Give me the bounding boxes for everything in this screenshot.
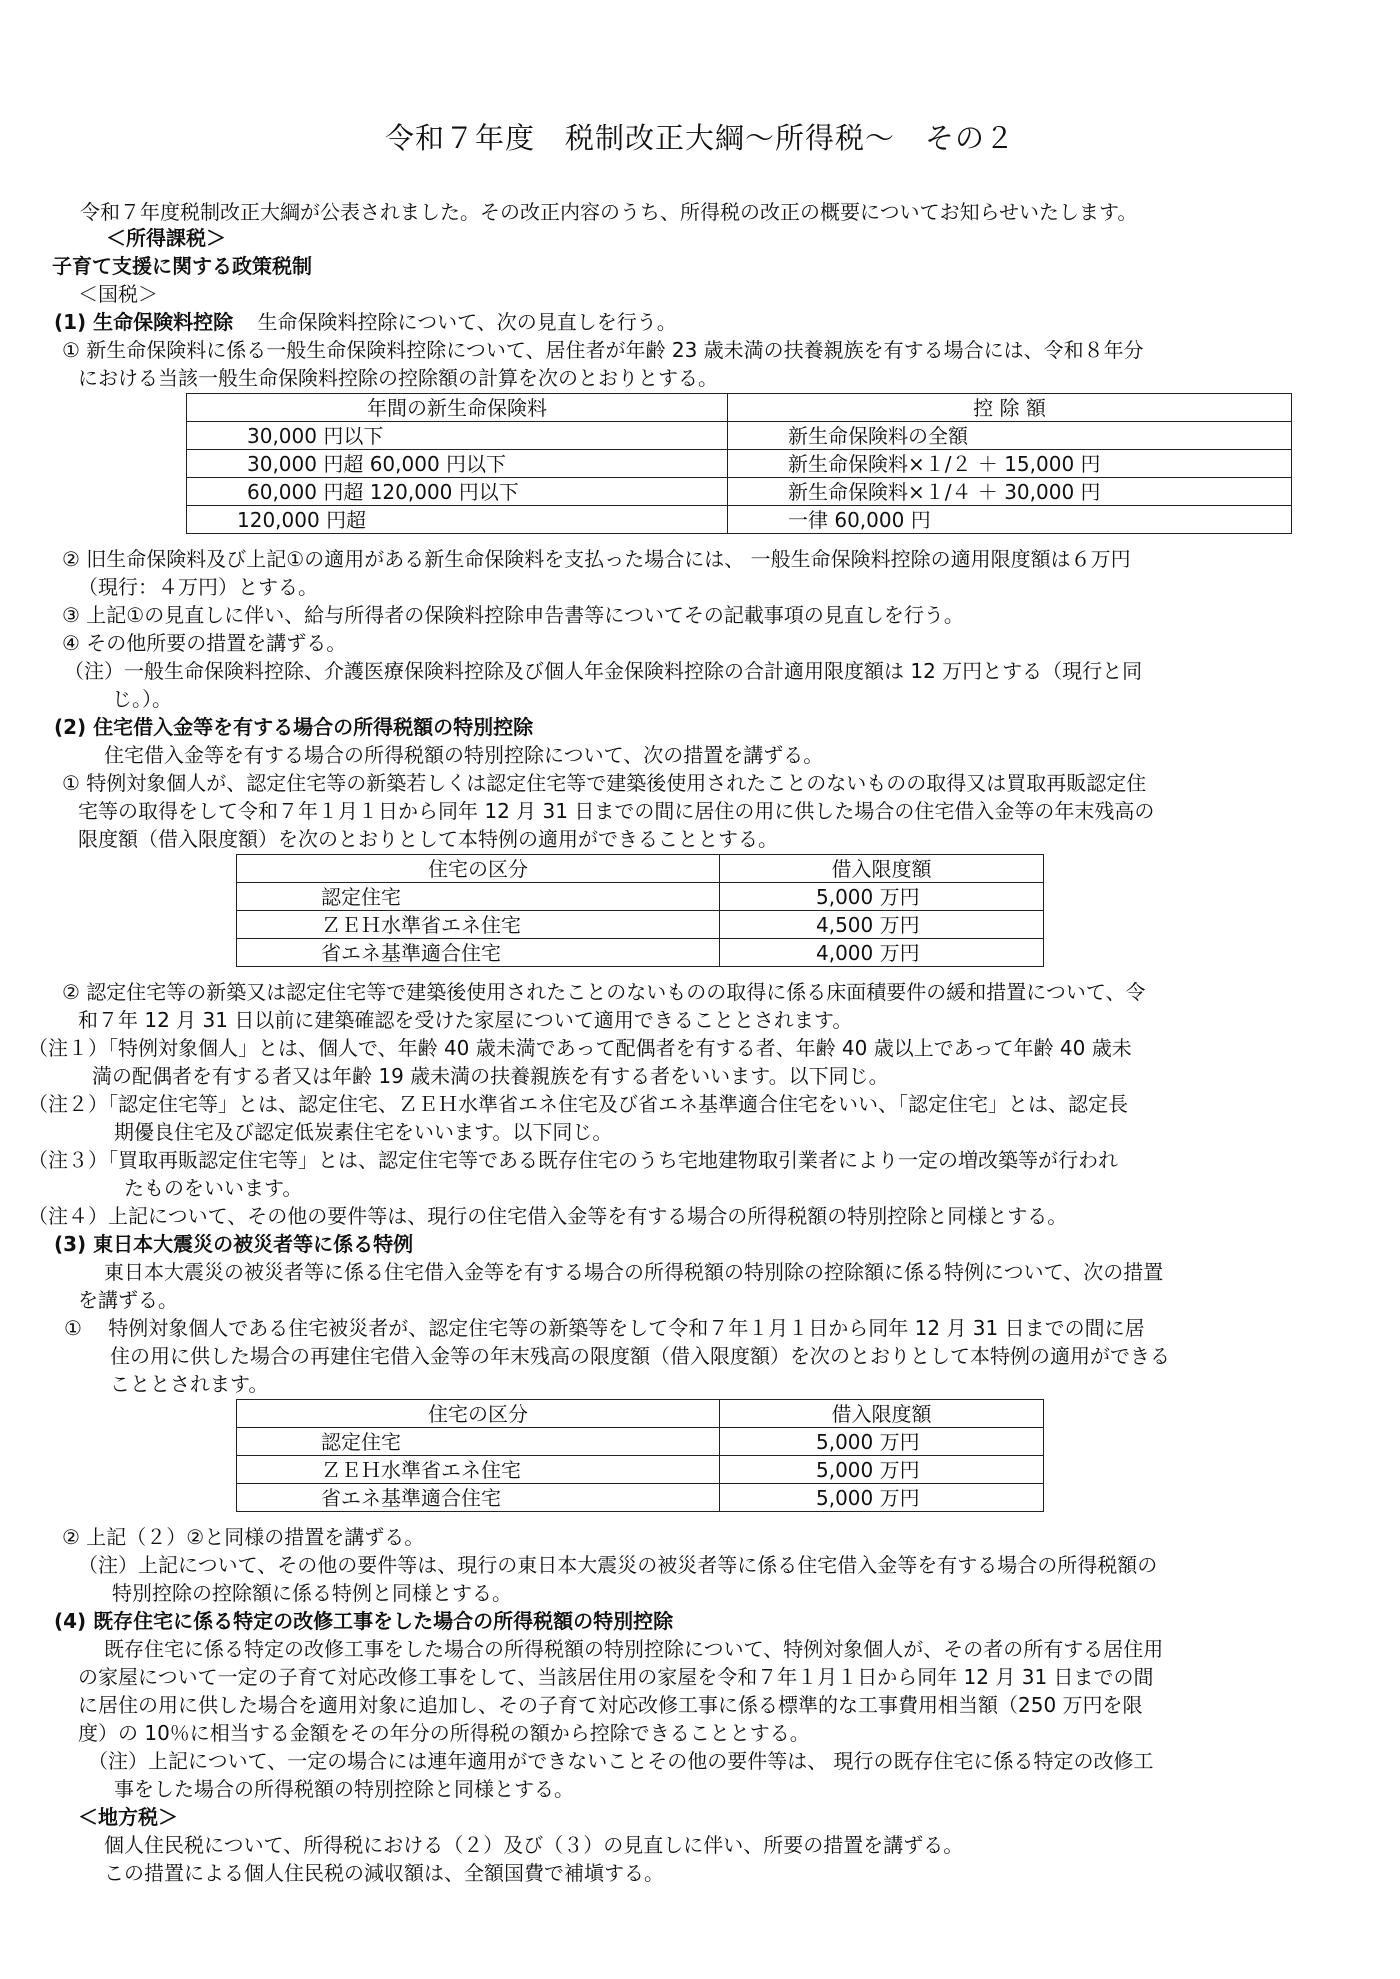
s3-note-line1: （注）上記について、その他の要件等は、現行の東日本大震災の被災者等に係る住宅借入金等を有する場合の所得税額の xyxy=(78,1553,1158,1577)
table-header-cell: 住宅の区分 xyxy=(237,1400,720,1428)
table-row xyxy=(237,883,1044,911)
table-cell: 新生命保険料の全額 xyxy=(728,422,1292,450)
s3-item2: ② 上記（２）②と同様の措置を講ずる。 xyxy=(62,1525,425,1549)
table-cell: 認定住宅 xyxy=(237,883,720,911)
table-cell: 30,000 円超 60,000 円以下 xyxy=(187,450,728,478)
s3-limit-table xyxy=(236,1399,1044,1512)
table-row xyxy=(187,506,1292,534)
s2-desc: 住宅借入金等を有する場合の所得税額の特別控除について、次の措置を講ずる。 xyxy=(104,743,824,767)
s2-item2-line2: 和７年 12 月 31 日以前に建築確認を受けた家屋について適用できることとされます。 xyxy=(78,1008,853,1032)
kosodate-heading: 子育て支援に関する政策税制 xyxy=(52,254,312,278)
s1-item2-line1: ② 旧生命保険料及び上記①の適用がある新生命保険料を支払った場合には、 一般生命保険料控除の適用限度額は６万円 xyxy=(62,547,1131,571)
table-row xyxy=(237,1484,1044,1512)
table-cell: 認定住宅 xyxy=(237,1428,720,1456)
s1-item4: ④ その他所要の措置を講ずる。 xyxy=(62,631,347,655)
table-cell: 省エネ基準適合住宅 xyxy=(237,939,720,967)
s2-heading: (2) 住宅借入金等を有する場合の所得税額の特別控除 xyxy=(54,715,534,739)
s3-heading: (3) 東日本大震災の被災者等に係る特例 xyxy=(54,1232,414,1256)
chihozei-line1: 個人住民税について、所得税における（２）及び（３）の見直しに伴い、所要の措置を講ずる。 xyxy=(104,1833,964,1857)
table-cell: 5,000 万円 xyxy=(720,1428,1044,1456)
s4-heading: (4) 既存住宅に係る特定の改修工事をした場合の所得税額の特別控除 xyxy=(54,1609,674,1633)
s1-item1-line2: における当該一般生命保険料控除の控除額の計算を次のとおりとする。 xyxy=(78,366,718,390)
s1-item3: ③ 上記①の見直しに伴い、給与所得者の保険料控除申告書等についてその記載事項の見直しを行う。 xyxy=(62,603,964,627)
s4-desc-line3: に居住の用に供した場合を適用対象に追加し、その子育て対応改修工事に係る標準的な工事費用相当額（250 万円を限 xyxy=(78,1693,1143,1717)
intro-text: 令和７年度税制改正大綱が公表されました。その改正内容のうち、所得税の改正の概要についてお知らせいたします。 xyxy=(80,200,1138,224)
table-cell: 新生命保険料×１/４ ＋ 30,000 円 xyxy=(728,478,1292,506)
table-row xyxy=(237,1456,1044,1484)
s1-heading-row xyxy=(54,308,677,336)
s4-desc-line4: 度）の 10％に相当する金額をその年分の所得税の額から控除できることとする。 xyxy=(78,1721,810,1745)
s2-note1-line2: 満の配偶者を有する者又は年齢 19 歳未満の扶養親族を有する者をいいます。以下同じ。 xyxy=(92,1064,889,1088)
table-cell: 5,000 万円 xyxy=(720,1484,1044,1512)
s1-item2-line2: （現行：４万円）とする。 xyxy=(78,575,318,599)
s3-item1-line3: こととされます。 xyxy=(110,1372,269,1396)
table-cell: 4,500 万円 xyxy=(720,911,1044,939)
s1-deduction-table xyxy=(186,393,1292,534)
table-row xyxy=(187,450,1292,478)
table-cell: 60,000 円超 120,000 円以下 xyxy=(187,478,728,506)
s3-item1-line2: 住の用に供した場合の再建住宅借入金等の年末残高の限度額（借入限度額）を次のとおりとして本特例の適用ができる xyxy=(110,1344,1170,1368)
table-cell: 省エネ基準適合住宅 xyxy=(237,1484,720,1512)
table-row xyxy=(187,478,1292,506)
table-cell: 新生命保険料×１/２ ＋ 15,000 円 xyxy=(728,450,1292,478)
table-cell: ＺＥＨ水準省エネ住宅 xyxy=(237,911,720,939)
table-header-cell: 借入限度額 xyxy=(720,855,1044,883)
table-row xyxy=(187,422,1292,450)
table-header-cell: 年間の新生命保険料 xyxy=(187,394,728,422)
s2-item2-line1: ② 認定住宅等の新築又は認定住宅等で建築後使用されたことのないものの取得に係る床面積要件の緩和措置について、令 xyxy=(62,980,1146,1004)
table-cell: 5,000 万円 xyxy=(720,1456,1044,1484)
s2-item1-line3: 限度額（借入限度額）を次のとおりとして本特例の適用ができることとする。 xyxy=(78,827,778,851)
table-cell: 一律 60,000 円 xyxy=(728,506,1292,534)
table-header-row xyxy=(187,394,1292,422)
s3-desc-line2: を講ずる。 xyxy=(78,1288,178,1312)
s1-item1-line1: ① 新生命保険料に係る一般生命保険料控除について、居住者が年齢 23 歳未満の扶養親族を有する場合には、令和８年分 xyxy=(62,338,1144,362)
section-label-chihozei: ＜地方税＞ xyxy=(78,1805,178,1829)
table-cell: 4,000 万円 xyxy=(720,939,1044,967)
s4-note-line2: 事をした場合の所得税額の特別控除と同様とする。 xyxy=(114,1777,574,1801)
table-cell: 5,000 万円 xyxy=(720,883,1044,911)
table-row xyxy=(237,911,1044,939)
s4-note-line1: （注）上記について、一定の場合には連年適用ができないことその他の要件等は、 現行の既存住宅に係る特定の改修工 xyxy=(88,1749,1154,1773)
table-row xyxy=(237,939,1044,967)
s3-item1-line1: ① 特例対象個人である住宅被災者が、認定住宅等の新築等をして令和７年１月１日から同年 12 月 31 日までの間に居 xyxy=(64,1316,1145,1340)
s2-note3-line1: （注３）「買取再販認定住宅等」とは、認定住宅等である既存住宅のうち宅地建物取引業者により一定の増改築等が行われ xyxy=(28,1148,1118,1172)
s1-heading-desc: 生命保険料控除について、次の見直しを行う。 xyxy=(257,310,677,334)
s4-desc-line1: 既存住宅に係る特定の改修工事をした場合の所得税額の特別控除について、特例対象個人が、その者の所有する居住用 xyxy=(104,1637,1164,1661)
chihozei-line2: この措置による個人住民税の減収額は、全額国費で補塡する。 xyxy=(104,1861,664,1885)
s1-note-line1: （注）一般生命保険料控除、介護医療保険料控除及び個人年金保険料控除の合計適用限度額は 12 万円とする（現行と同 xyxy=(64,659,1143,683)
table-cell: 120,000 円超 xyxy=(187,506,728,534)
table-header-row xyxy=(237,855,1044,883)
s2-item1-line2: 宅等の取得をして令和７年１月１日から同年 12 月 31 日までの間に居住の用に供した場合の住宅借入金等の年末残高の xyxy=(78,799,1155,823)
table-header-row xyxy=(237,1400,1044,1428)
table-header-cell: 住宅の区分 xyxy=(237,855,720,883)
s2-item1-line1: ① 特例対象個人が、認定住宅等の新築若しくは認定住宅等で建築後使用されたことのないものの取得又は買取再販認定住 xyxy=(62,771,1147,795)
table-header-cell: 控 除 額 xyxy=(728,394,1292,422)
s2-note2-line1: （注２）「認定住宅等」とは、認定住宅、ＺＥＨ水準省エネ住宅及び省エネ基準適合住宅をいい、「認定住宅」とは、認定長 xyxy=(28,1092,1128,1116)
s1-note-line2: じ。）。 xyxy=(112,687,172,711)
s2-note3-line2: たものをいいます。 xyxy=(124,1176,303,1200)
s4-desc-line2: の家屋について一定の子育て対応改修工事をして、当該居住用の家屋を令和７年１月１日から同年 12 月 31 日までの間 xyxy=(78,1665,1154,1689)
page-title: 令和７年度 税制改正大綱～所得税～ その２ xyxy=(384,121,1015,155)
s2-limit-table xyxy=(236,854,1044,967)
s3-note-line2: 特別控除の控除額に係る特例と同様とする。 xyxy=(112,1581,512,1605)
s2-note4: （注４）上記について、その他の要件等は、現行の住宅借入金等を有する場合の所得税額の特別控除と同様とする。 xyxy=(28,1204,1068,1228)
s3-desc-line1: 東日本大震災の被災者等に係る住宅借入金等を有する場合の所得税額の特別除の控除額に係る特例について、次の措置 xyxy=(104,1260,1164,1284)
table-cell: ＺＥＨ水準省エネ住宅 xyxy=(237,1456,720,1484)
table-header-cell: 借入限度額 xyxy=(720,1400,1044,1428)
s2-note2-line2: 期優良住宅及び認定低炭素住宅をいいます。以下同じ。 xyxy=(114,1120,613,1144)
table-cell: 30,000 円以下 xyxy=(187,422,728,450)
section-label-shotoku-kazei: ＜所得課税＞ xyxy=(106,226,226,250)
s1-heading: (1) 生命保険料控除 xyxy=(54,310,234,334)
s2-note1-line1: （注１）「特例対象個人」とは、個人で、年齢 40 歳未満であって配偶者を有する者、年齢 40 歳以上であって年齢 40 歳未 xyxy=(28,1036,1132,1060)
table-row xyxy=(237,1428,1044,1456)
section-label-kokuzei: ＜国税＞ xyxy=(78,282,158,306)
